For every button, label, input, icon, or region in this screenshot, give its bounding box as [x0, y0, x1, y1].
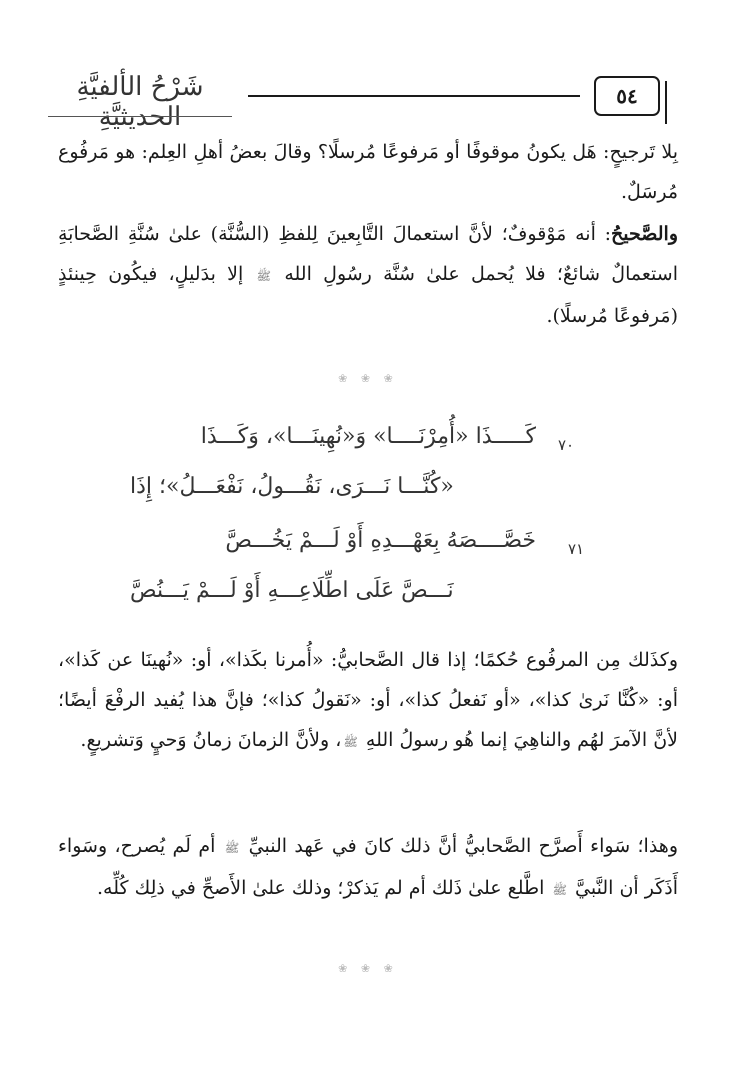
paragraph-4-part-a: وهذا؛ سَواء أَصرَّح الصَّحابيُّ أنَّ ذلك كانَ في عَهد النبيِّ — [248, 835, 678, 857]
verse-hemistich: نَـــصَّ عَلَى اطِّلَاعِـــهِ أَوْ لَـــمْ يَـــنُصَّ — [130, 578, 454, 603]
paragraph-2-text — [58, 214, 678, 336]
paragraph-3-text — [58, 640, 678, 762]
honorific-symbol: ﷺ — [552, 883, 567, 897]
paragraph-4-part-b: أم لَم يُصرح، وسَواء أَذَكَر أن النَّبيَّ — [58, 835, 678, 899]
verse-hemistich: «كُنَّـــا نَـــرَى، نَقُـــولُ، نَفْعَـــلُ»؛ إِذَا — [130, 474, 454, 499]
section-separator: ❀ ❀ ❀ — [338, 372, 398, 385]
paragraph-4-part-c: اطَّلع علىٰ ذَلك أم لم يَذكرْ؛ وذلك علىٰ الأَصحِّ في ذلِك كُلِّه. — [97, 877, 545, 899]
paragraph-3 — [58, 640, 678, 762]
book-title: شَرْحُ الألفيَّةِ الحديثيَّةِ — [40, 72, 240, 132]
header-rule — [248, 95, 580, 97]
paragraph-1 — [58, 132, 678, 212]
honorific-symbol: ﷺ — [343, 735, 358, 749]
paragraph-2-part-a: : أنه مَوْقوفٌ؛ لأنَّ استعمالَ التَّابِعينَ لِلفظِ (السُّنَّة) علىٰ سُنَّةِ الصَّحابَةِ استعمالٌ شائعٌ؛ فلا يُحمل علىٰ سُنَّة رسُولِ الله — [58, 223, 678, 285]
running-header — [40, 72, 660, 132]
paragraph-3-part-a: وكذَلك مِن المرفُوع حُكمًا؛ إذا قال الصَّحابيُّ: «أُمرنا بكَذا»، أو: «نُهينَا عن كَذا»، أو: «كُنَّا نَرىٰ كذا»، «أو نَفعلُ كذا»، أو: «نَقولُ كذا»؛ فإنَّ هذا يُفيد الرفْعَ أيضًا؛ لأنَّ الآمرَ لهُم والناهِيَ إنما هُو رسولُ اللهِ — [58, 649, 678, 751]
verse-hemistich: كَـــــذَا «أُمِرْنَــــا» وَ«نُهِينَـــا»، وَكَـــذَا — [200, 424, 536, 449]
honorific-symbol: ﷺ — [256, 269, 272, 283]
verse-number: ٧٠ — [558, 436, 575, 454]
verse-number: ٧١ — [568, 540, 585, 558]
verse-hemistich: خَصَّــــصَهُ بِعَهْـــدِهِ أَوْ لَـــمْ يَخُـــصَّ — [225, 528, 536, 553]
paragraph-4-text — [58, 826, 678, 910]
paragraph-3-part-b: ، ولأنَّ الزمانَ زمانُ وَحيٍ وَتشريعٍ. — [80, 729, 342, 751]
paragraph-2-part-b: إلا بدَليلٍ، فيكُون حِينئذٍ (مَرفوعًا مُرسلًا). — [58, 263, 678, 327]
page-number: ٥٤ — [594, 76, 660, 116]
section-separator: ❀ ❀ ❀ — [338, 962, 398, 975]
paragraph-2-lead: والصَّحيحُ — [611, 223, 678, 245]
paragraph-1-text: بِلا تَرجيحٍ: هَل يكونُ موقوفًا أو مَرفوعًا مُرسلًا؟ وقالَ بعضُ أهلِ العِلم: هو مَرفُوع مُرسَلٌ. — [58, 141, 678, 203]
honorific-symbol: ﷺ — [224, 841, 240, 855]
paragraph-4 — [58, 826, 678, 910]
paragraph-2 — [58, 214, 678, 336]
